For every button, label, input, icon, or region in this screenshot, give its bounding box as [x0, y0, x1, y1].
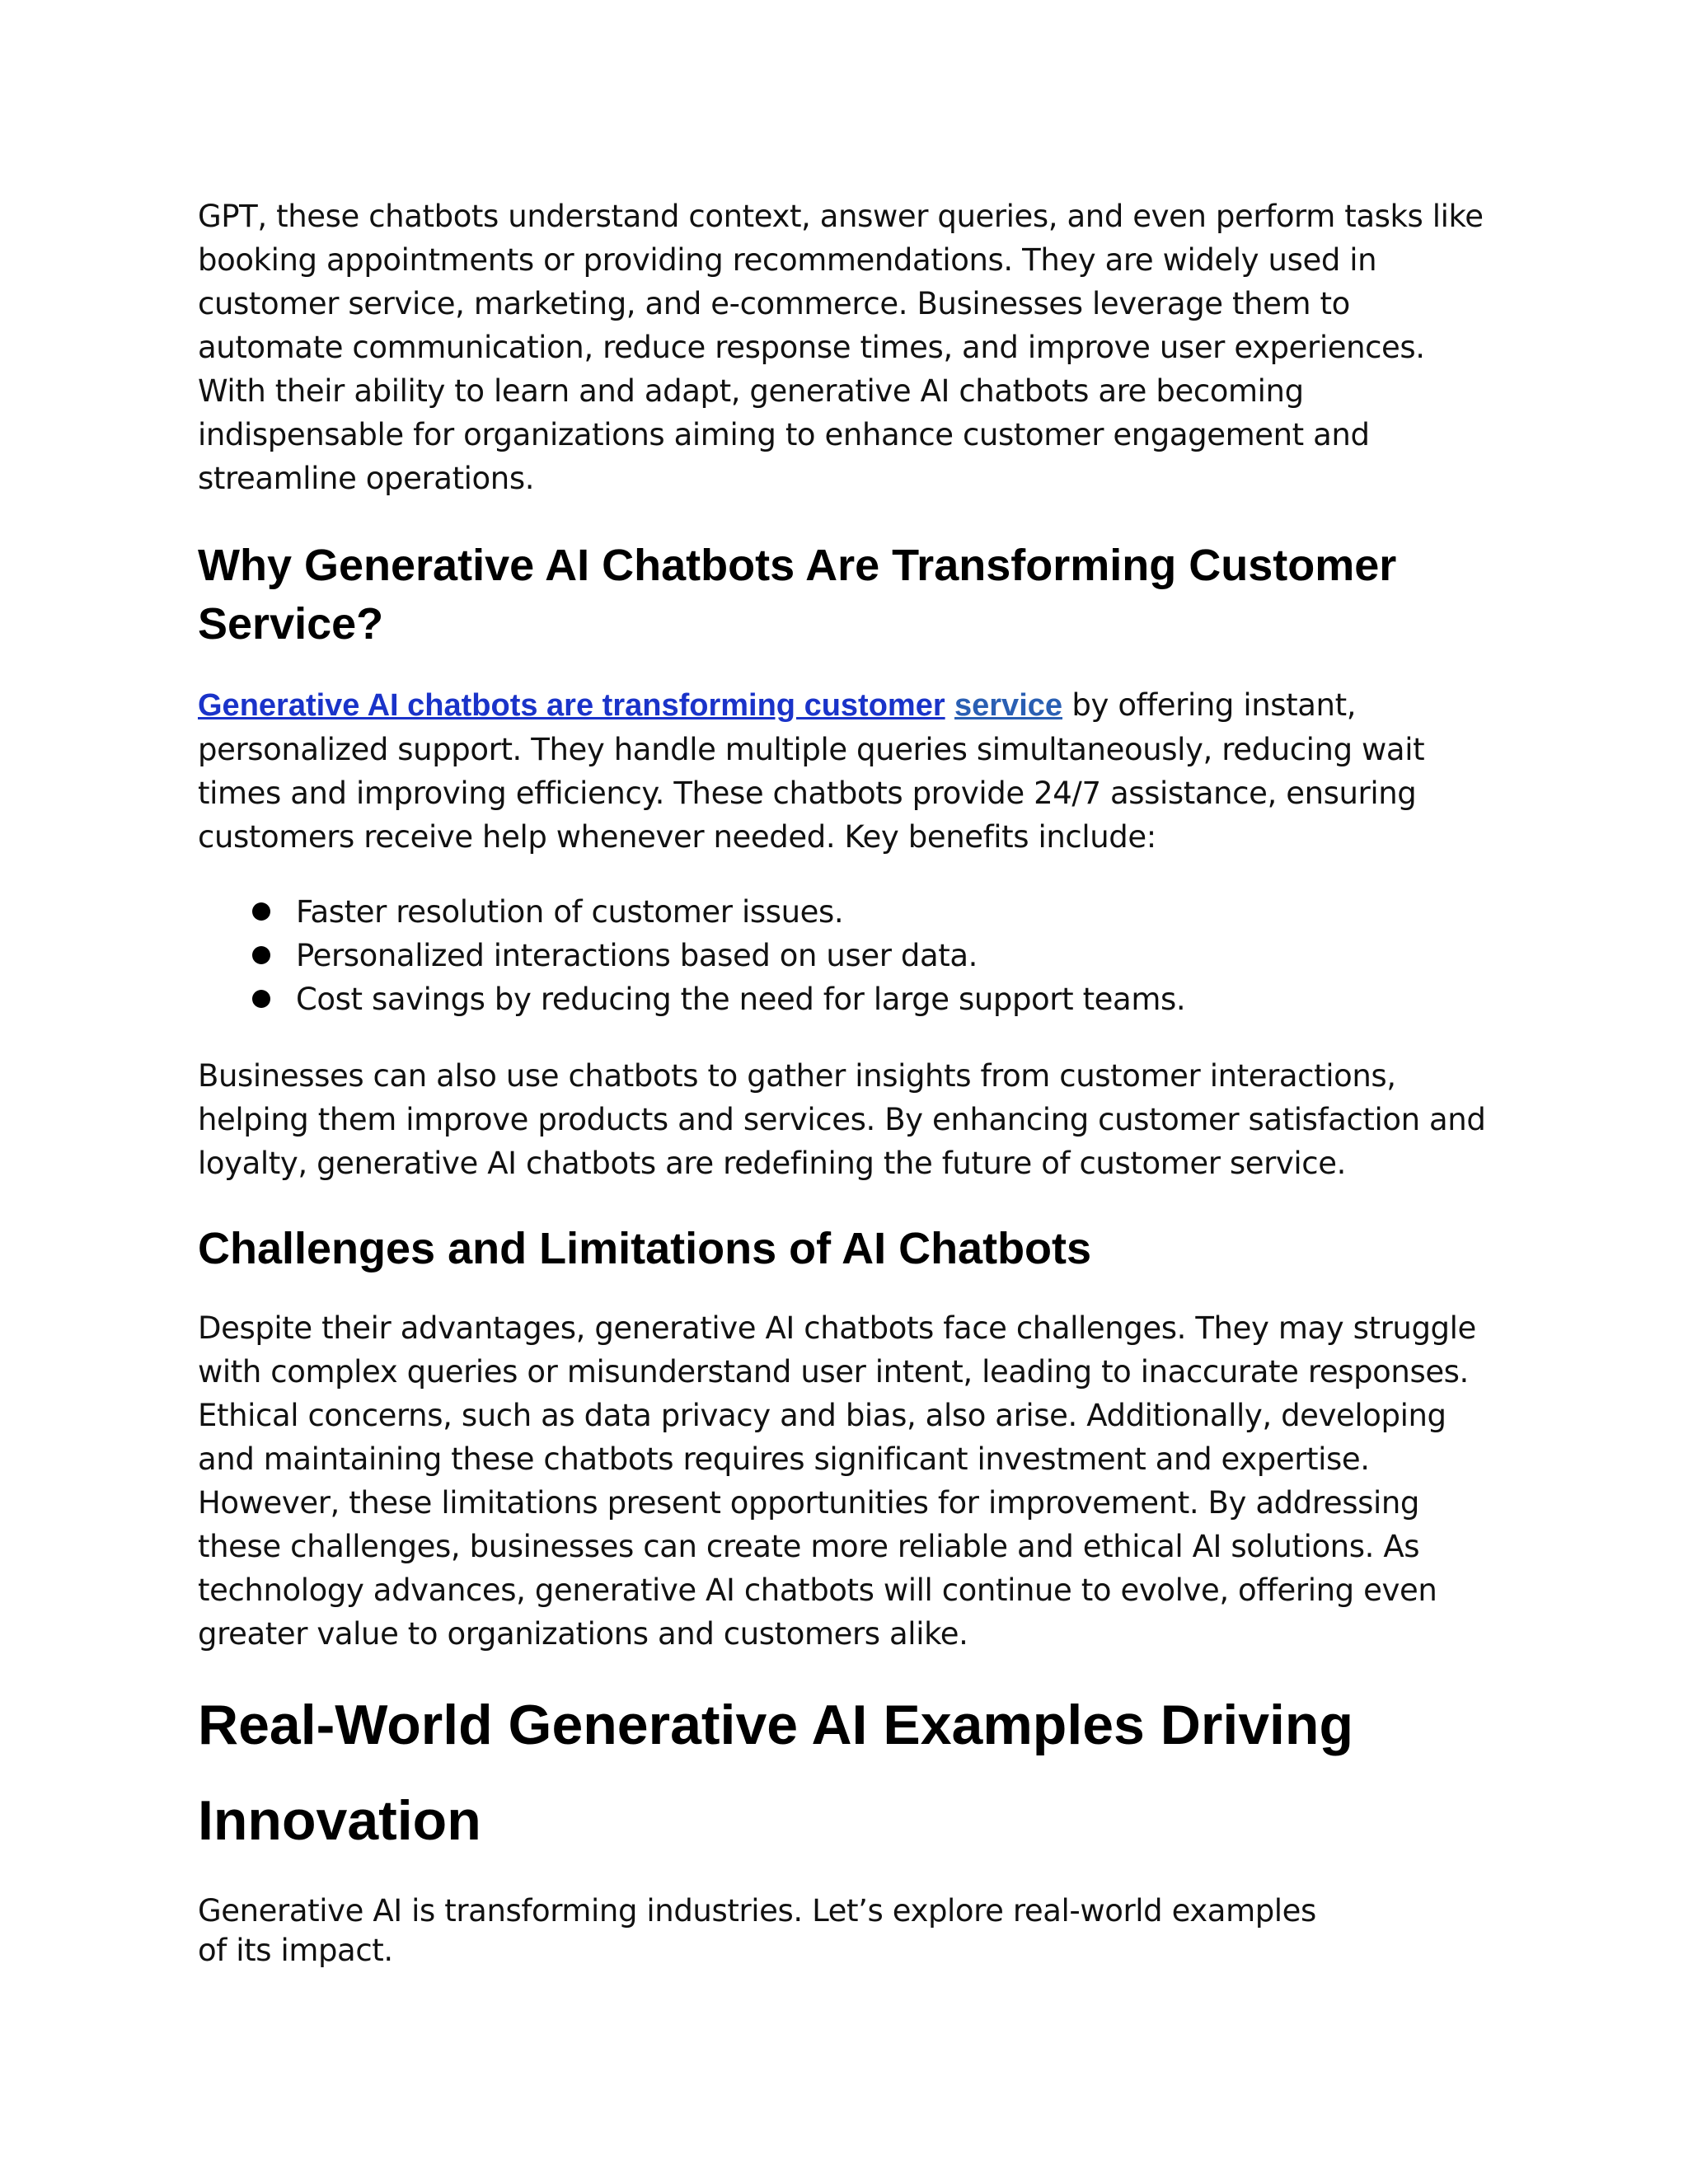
intro-paragraph: GPT, these chatbots understand context, answer queries, and even perform tasks like booking appointments or providing recommendations. They are widely used in customer service, marketing, and e-commerce. Businesses leverage them to automate communication, reduce response times, and improve user experiences. With their ability to learn and adapt, generative AI chatbots are becoming indispensable for organizations aiming to enhance customer engagement and streamline operations.: [198, 199, 1484, 496]
why-chatbots-closing-paragraph: Businesses can also use chatbots to gather insights from customer interactions, helping them improve products and services. By enhancing customer satisfaction and loyalty, generative AI chatbots are redefining the future of customer service.: [198, 1058, 1486, 1181]
chatbots-transforming-link[interactable]: Generative AI chatbots are transforming customer: [198, 688, 945, 723]
examples-intro-line-1: Generative AI is transforming industries. Let’s explore real-world examples: [198, 1893, 1316, 1929]
bullet-icon: [252, 902, 270, 921]
benefits-list: [198, 890, 1500, 1021]
customer-service-link[interactable]: service: [954, 688, 1063, 723]
examples-intro-line-2: of its impact.: [198, 1933, 393, 1968]
list-item: Cost savings by reducing the need for large support teams.: [198, 977, 1500, 1021]
examples-heading: Real-World Generative AI Examples Driving Innovation: [198, 1694, 1354, 1852]
why-chatbots-heading: Why Generative AI Chatbots Are Transforming Customer Service?: [198, 541, 1397, 649]
bullet-icon: [252, 990, 270, 1008]
document-page: [198, 194, 1500, 1971]
challenges-paragraph-2: Ethical concerns, such as data privacy and bias, also arise. Additionally, developing and maintaining these chatbots requires significant investment and expertise. However, these limitations present opportunities for improvement. By addressing these challenges, businesses can create more reliable and ethical AI solutions. As technology advances, generative AI chatbots will continue to evolve, offering even greater value to organizations and customers alike.: [198, 1398, 1447, 1652]
why-chatbots-paragraph-text: by offering instant, personalized support. They handle multiple queries simultaneously, reducing wait times and improving efficiency. These chatbots provide 24/7 assistance, ensuring customers receive help whenever needed. Key benefits include:: [198, 687, 1425, 855]
challenges-heading: Challenges and Limitations of AI Chatbots: [198, 1224, 1092, 1273]
why-chatbots-paragraph: [198, 683, 1500, 859]
challenges-paragraph-1: Despite their advantages, generative AI chatbots face challenges. They may struggle with complex queries or misunderstand user intent, leading to inaccurate responses.: [198, 1310, 1476, 1390]
bullet-icon: [252, 946, 270, 964]
examples-intro: [198, 1891, 1500, 1971]
list-item: Personalized interactions based on user data.: [198, 934, 1500, 977]
list-item: Faster resolution of customer issues.: [198, 890, 1500, 934]
